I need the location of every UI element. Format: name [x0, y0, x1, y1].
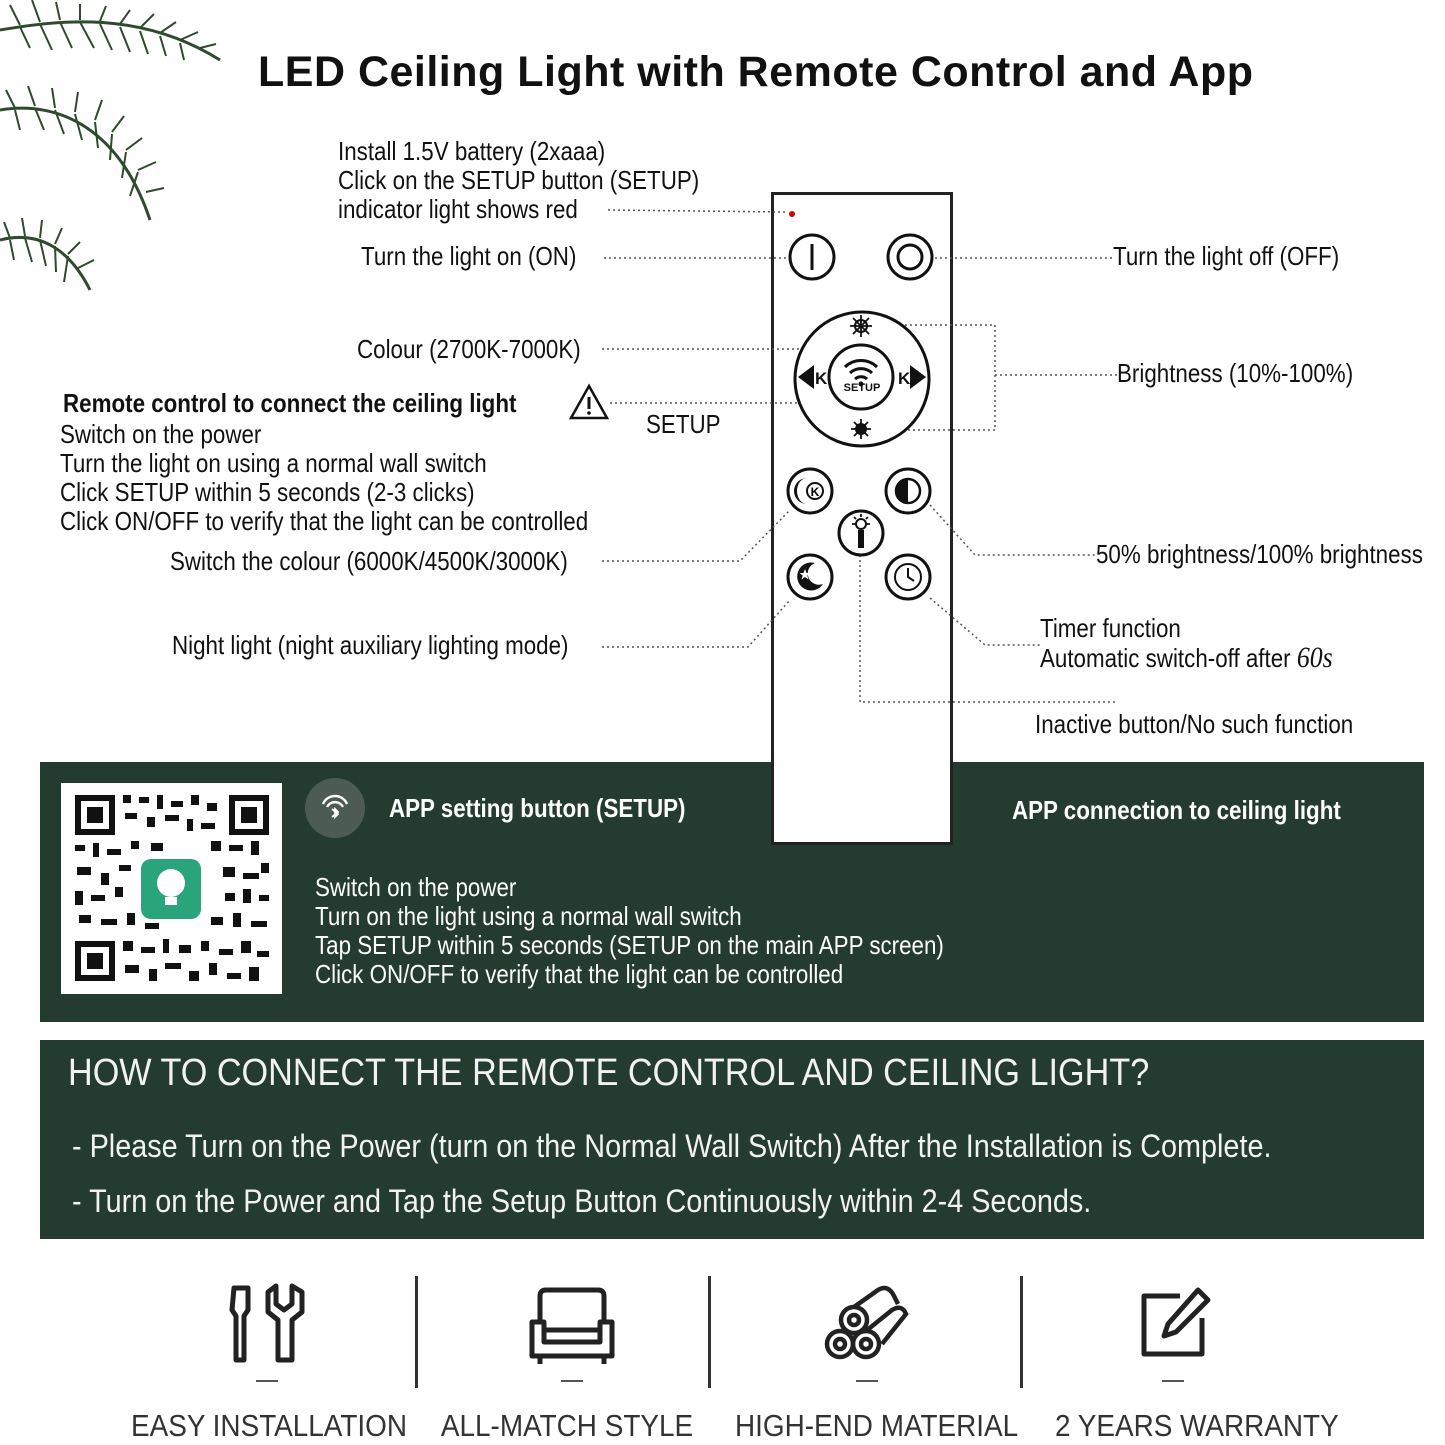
svg-text:K: K [810, 485, 820, 499]
label-colour: Colour (2700K-7000K) [357, 334, 581, 364]
feature-label-high-end-material: HIGH-END MATERIAL [735, 1408, 1019, 1443]
label-switch-colour: Switch the colour (6000K/4500K/3000K) [170, 546, 568, 576]
app-step-1: Switch on the power [315, 872, 517, 902]
how-to-title: HOW TO CONNECT THE REMOTE CONTROL AND CEILING LIGHT? [68, 1052, 1150, 1094]
control-pad [792, 309, 932, 449]
label-setup: SETUP [646, 409, 721, 439]
feature-label-easy-installation: EASY INSTALLATION [131, 1408, 407, 1443]
qr-code[interactable] [61, 783, 282, 994]
app-connection-title: APP connection to ceiling light [1012, 795, 1341, 825]
connect-step-3: Click SETUP within 5 seconds (2-3 clicks) [60, 477, 475, 507]
setup-note-line-3: indicator light shows red [338, 194, 578, 224]
label-brightness: Brightness (10%-100%) [1117, 358, 1354, 388]
on-button[interactable] [787, 232, 837, 282]
inactive-button[interactable] [836, 508, 886, 558]
k-label-right: K [898, 369, 911, 388]
connect-step-2: Turn the light on using a normal wall switch [60, 448, 487, 478]
warning-icon [568, 383, 610, 421]
setup-note-line-2: Click on the SETUP button (SETUP) [338, 165, 700, 195]
setup-button-label: SETUP [843, 382, 881, 394]
feature-dash [856, 1380, 878, 1382]
k-label-left: K [815, 369, 828, 388]
colour-switch-button[interactable] [785, 466, 835, 516]
brightness-down-icon[interactable] [851, 419, 871, 439]
brightness-up-icon[interactable] [850, 315, 872, 337]
label-half-brightness: 50% brightness/100% brightness [1096, 539, 1423, 569]
feature-divider [708, 1276, 711, 1388]
bluetooth-signal-icon [317, 790, 353, 826]
feature-dash [1162, 1380, 1184, 1382]
setup-note-line-1: Install 1.5V battery (2xaaa) [338, 136, 606, 166]
off-button[interactable] [885, 232, 935, 282]
how-to-line-1: - Please Turn on the Power (turn on the Normal Wall Switch) After the Installation is Complete. [72, 1128, 1272, 1164]
label-night-light: Night light (night auxiliary lighting mode) [172, 630, 569, 660]
app-step-3: Tap SETUP within 5 seconds (SETUP on the main APP screen) [315, 930, 944, 960]
label-turn-off: Turn the light off (OFF) [1113, 241, 1340, 271]
label-timer-text: Automatic switch-off after [1040, 643, 1291, 673]
timer-button[interactable] [883, 552, 933, 602]
app-setup-icon [305, 778, 365, 838]
feature-label-all-match-style: ALL-MATCH STYLE [440, 1408, 694, 1443]
indicator-light [789, 211, 795, 217]
half-brightness-button[interactable] [883, 466, 933, 516]
label-timer-1: Timer function [1040, 613, 1181, 643]
connect-step-1: Switch on the power [60, 419, 262, 449]
label-timer-value: 60s [1296, 641, 1333, 674]
connect-heading: Remote control to connect the ceiling light [63, 388, 517, 418]
warranty-edit-icon [1136, 1286, 1212, 1362]
material-rolls-icon [822, 1284, 910, 1364]
page-title: LED Ceiling Light with Remote Control and App [258, 48, 1254, 96]
feature-divider [415, 1276, 418, 1388]
feature-label-warranty: 2 YEARS WARRANTY [1055, 1408, 1339, 1443]
app-step-2: Turn on the light using a normal wall switch [315, 901, 742, 931]
app-setting-button-label: APP setting button (SETUP) [389, 793, 686, 823]
night-light-button[interactable] [785, 552, 835, 602]
label-timer-2 [1040, 643, 1333, 673]
feature-dash [256, 1380, 278, 1382]
feature-divider [1020, 1276, 1023, 1388]
app-step-4: Click ON/OFF to verify that the light can be controlled [315, 959, 844, 989]
tools-icon [222, 1280, 312, 1366]
plant-leaf-decoration [0, 0, 230, 340]
connect-step-4: Click ON/OFF to verify that the light can be controlled [60, 506, 589, 536]
how-to-line-2: - Turn on the Power and Tap the Setup Button Continuously within 2-4 Seconds. [72, 1183, 1092, 1219]
feature-dash [561, 1380, 583, 1382]
label-turn-on: Turn the light on (ON) [361, 241, 577, 271]
sofa-icon [528, 1286, 616, 1366]
label-inactive: Inactive button/No such function [1035, 709, 1354, 739]
